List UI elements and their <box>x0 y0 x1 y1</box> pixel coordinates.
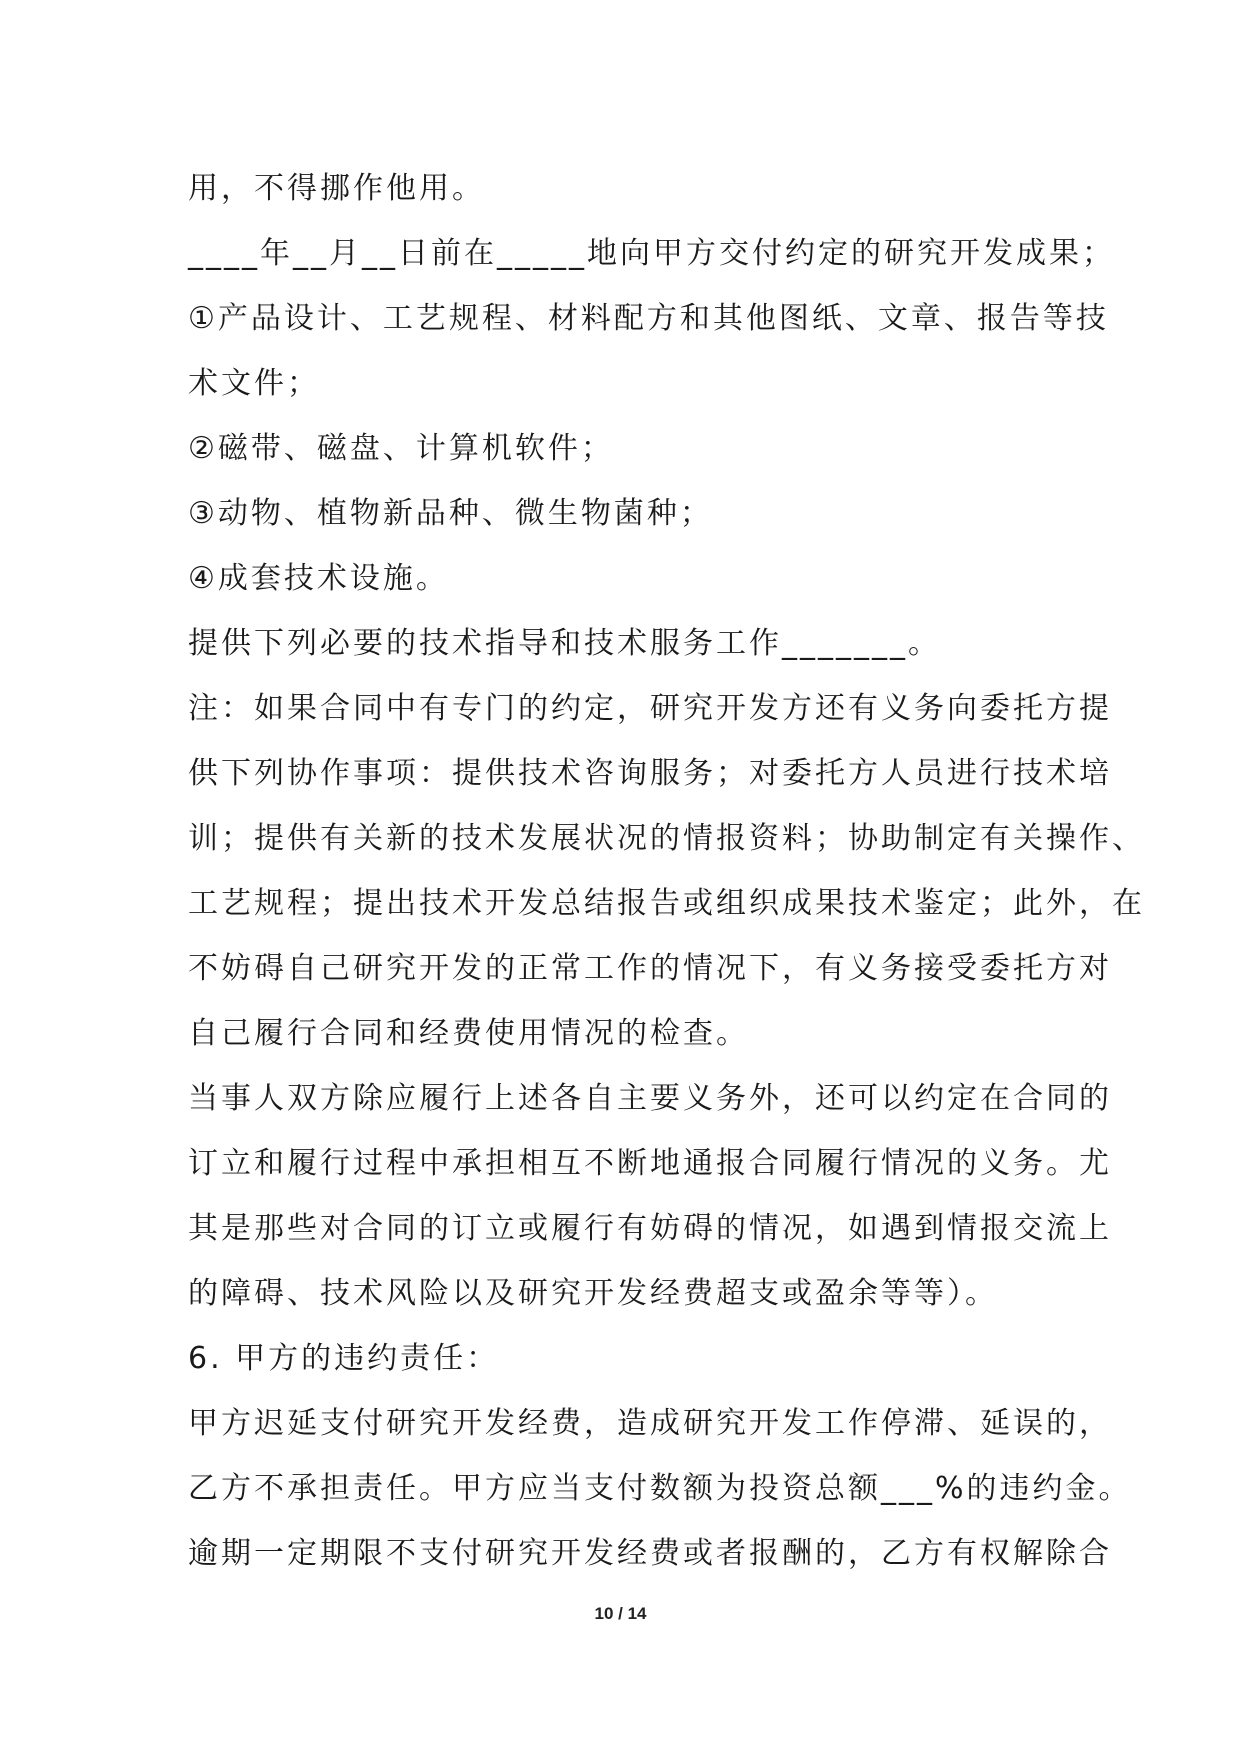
text-line: 供下列协作事项：提供技术咨询服务；对委托方人员进行技术培 <box>188 756 1112 791</box>
text-line: 不妨碍自己研究开发的正常工作的情况下，有义务接受委托方对 <box>188 951 1112 986</box>
text-line: 用，不得挪作他用。 <box>188 171 485 206</box>
text-line: 提供下列必要的技术指导和技术服务工作_______。 <box>188 626 941 661</box>
text-line: 术文件； <box>188 366 320 401</box>
text-line: 训；提供有关新的技术发展状况的情报资料；协助制定有关操作、 <box>188 821 1145 856</box>
text-line: ②磁带、磁盘、计算机软件； <box>188 431 614 466</box>
text-line: 的障碍、技术风险以及研究开发经费超支或盈余等等）。 <box>188 1276 998 1311</box>
text-line: ④成套技术设施。 <box>188 561 449 596</box>
text-line: ____年__月__日前在_____地向甲方交付约定的研究开发成果； <box>188 236 1115 271</box>
section-heading: 6. 甲方的违约责任： <box>188 1341 500 1376</box>
text-line: 自己履行合同和经费使用情况的检查。 <box>188 1016 749 1051</box>
text-line: 乙方不承担责任。甲方应当支付数额为投资总额___%的违约金。 <box>188 1471 1132 1506</box>
text-line: 甲方迟延支付研究开发经费，造成研究开发工作停滞、延误的， <box>188 1406 1112 1441</box>
text-line: 其是那些对合同的订立或履行有妨碍的情况，如遇到情报交流上 <box>188 1211 1112 1246</box>
document-body <box>188 156 1145 1586</box>
text-line: 工艺规程；提出技术开发总结报告或组织成果技术鉴定；此外，在 <box>188 886 1145 921</box>
page-number: 10 / 14 <box>594 1604 647 1623</box>
text-line: ③动物、植物新品种、微生物菌种； <box>188 496 713 531</box>
text-line: 注：如果合同中有专门的约定，研究开发方还有义务向委托方提 <box>188 691 1112 726</box>
text-line: 逾期一定期限不支付研究开发经费或者报酬的，乙方有权解除合 <box>188 1536 1112 1571</box>
text-line: 订立和履行过程中承担相互不断地通报合同履行情况的义务。尤 <box>188 1146 1112 1181</box>
text-line: ①产品设计、工艺规程、材料配方和其他图纸、文章、报告等技 <box>188 301 1109 336</box>
text-line: 当事人双方除应履行上述各自主要义务外，还可以约定在合同的 <box>188 1081 1112 1116</box>
